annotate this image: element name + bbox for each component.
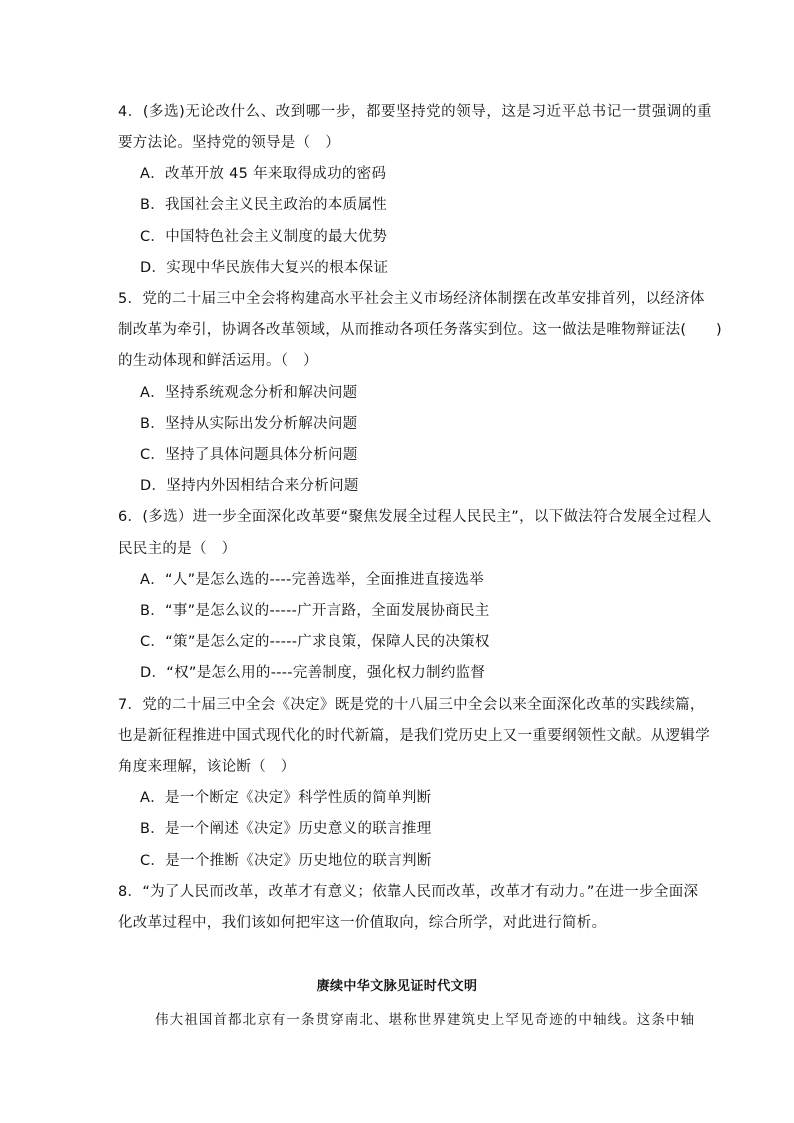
question-7-option-c: C．是一个推断《决定》历史地位的联言判断 [140, 853, 432, 869]
question-8-stem-line-1: 8．“为了人民而改革，改革才有意义；依靠人民而改革，改革才有动力。”在进一步全面深 [118, 884, 699, 900]
question-4-option-c: C．中国特色社会主义制度的最大优势 [140, 229, 388, 245]
question-6-stem-line-2: 民民主的是（ ） [118, 541, 237, 557]
question-7-stem-line-2: 也是新征程推进中国式现代化的时代新篇，是我们党历史上又一重要纲领性文献。从逻辑学 [118, 728, 710, 744]
question-7-option-a: A．是一个断定《决定》科学性质的简单判断 [140, 790, 432, 806]
section-title: 赓续中华文脉见证时代文明 [316, 979, 478, 994]
question-5-stem-line-2: 制改革为牵引，协调各改革领域，从而推动各项任务落实到位。这一做法是唯物辩证法( ) [118, 322, 722, 338]
question-6-stem-line-1: 6．(多选）进一步全面深化改革要“聚焦发展全过程人民民主”，以下做法符合发展全过程人 [118, 509, 712, 525]
question-6-option-c: C．“策”是怎么定的-----广求良策，保障人民的决策权 [140, 634, 490, 650]
question-4-option-d: D．实现中华民族伟大复兴的根本保证 [140, 260, 389, 276]
question-5-option-a: A．坚持系统观念分析和解决问题 [140, 385, 358, 401]
question-8-stem-line-2: 化改革过程中，我们该如何把牢这一价值取向，综合所学，对此进行简析。 [118, 915, 607, 931]
question-7-option-b: B．是一个阐述《决定》历史意义的联言推理 [140, 821, 432, 837]
question-6-option-a: A．“人”是怎么选的----完善选举，全面推进直接选举 [140, 572, 484, 588]
question-7-stem-line-1: 7．党的二十届三中全会《决定》既是党的十八届三中全会以来全面深化改革的实践续篇， [118, 697, 705, 713]
question-5-stem-line-1: 5．党的二十届三中全会将构建高水平社会主义市场经济体制摆在改革安排首列，以经济体 [118, 291, 705, 307]
question-7-stem-line-3: 角度来理解，该论断（ ） [118, 759, 296, 775]
question-5-option-d: D．坚持内外因相结合来分析问题 [140, 478, 359, 494]
passage-text: 伟大祖国首都北京有一条贯穿南北、堪称世界建筑史上罕见奇迹的中轴线。这条中轴 [155, 1012, 696, 1028]
question-4-option-a: A．改革开放 45 年来取得成功的密码 [140, 166, 387, 182]
question-5-option-b: B．坚持从实际出发分析解决问题 [140, 416, 358, 432]
question-4-stem-line-2: 要方法论。坚持党的领导是（ ） [118, 135, 340, 151]
question-6-option-b: B．“事”是怎么议的-----广开言路，全面发展协商民主 [140, 603, 490, 619]
question-4-option-b: B．我国社会主义民主政治的本质属性 [140, 197, 388, 213]
question-5-stem-line-3: 的生动体现和鲜活运用。（ ） [118, 353, 318, 369]
question-5-option-c: C．坚持了具体问题具体分析问题 [140, 447, 358, 463]
question-6-option-d: D．“权”是怎么用的----完善制度，强化权力制约监督 [140, 665, 486, 681]
question-4-stem-line-1: 4．(多选)无论改什么、改到哪一步，都要坚持党的领导，这是习近平总书记一贯强调的重 [118, 104, 713, 120]
